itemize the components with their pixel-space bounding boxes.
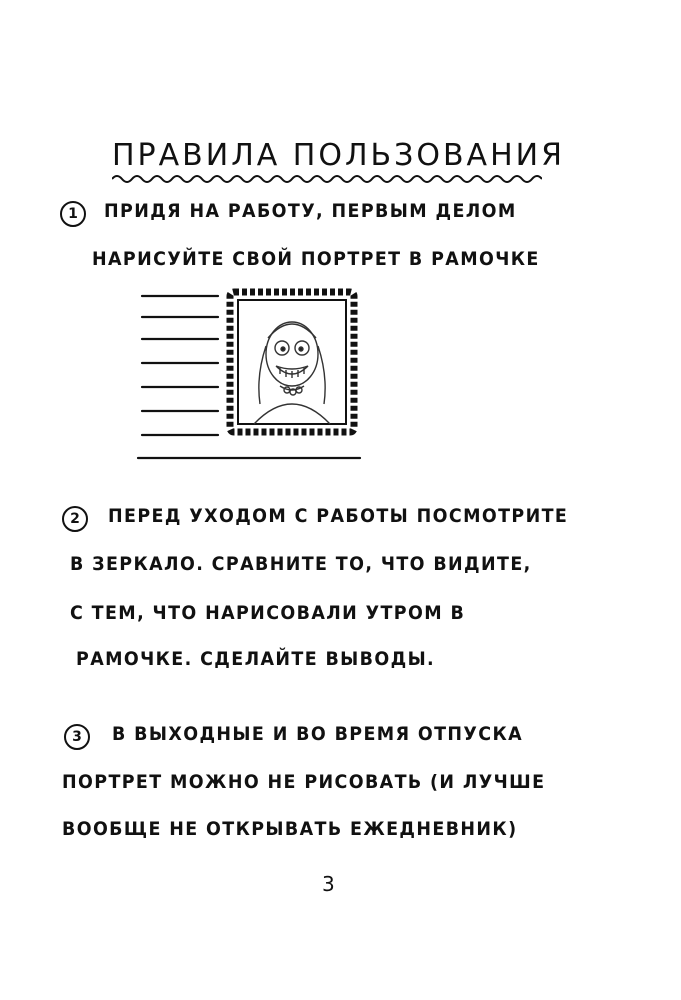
portrait-frame-illustration [130, 286, 370, 470]
page-number: 3 [322, 872, 335, 896]
portrait-drawing [130, 286, 370, 466]
rule-1-line-1: ПРИДЯ НА РАБОТУ, ПЕРВЫМ ДЕЛОМ [104, 200, 517, 222]
rule-2-number: 2 [62, 506, 88, 532]
rule-2-line-4: РАМОЧКЕ. СДЕЛАЙТЕ ВЫВОДЫ. [76, 648, 436, 670]
rule-2-line-2: В ЗЕРКАЛО. СРАВНИТЕ ТО, ЧТО ВИДИТЕ, [70, 553, 532, 575]
rule-3-line-2: ПОРТРЕТ МОЖНО НЕ РИСОВАТЬ (И ЛУЧШЕ [62, 771, 546, 793]
page-title: ПРАВИЛА ПОЛЬЗОВАНИЯ [112, 138, 565, 173]
rule-3-line-1: В ВЫХОДНЫЕ И ВО ВРЕМЯ ОТПУСКА [112, 723, 524, 745]
rule-2-line-3: С ТЕМ, ЧТО НАРИСОВАЛИ УТРОМ В [70, 602, 466, 624]
title-squiggle-underline [112, 172, 542, 186]
rule-1-number: 1 [60, 201, 86, 227]
rule-3-number: 3 [64, 724, 90, 750]
rule-1-line-2: НАРИСУЙТЕ СВОЙ ПОРТРЕТ В РАМОЧКЕ [92, 248, 540, 270]
rule-2-line-1: ПЕРЕД УХОДОМ С РАБОТЫ ПОСМОТРИТЕ [108, 505, 569, 527]
rule-3-line-3: ВООБЩЕ НЕ ОТКРЫВАТЬ ЕЖЕДНЕВНИК) [62, 818, 518, 840]
